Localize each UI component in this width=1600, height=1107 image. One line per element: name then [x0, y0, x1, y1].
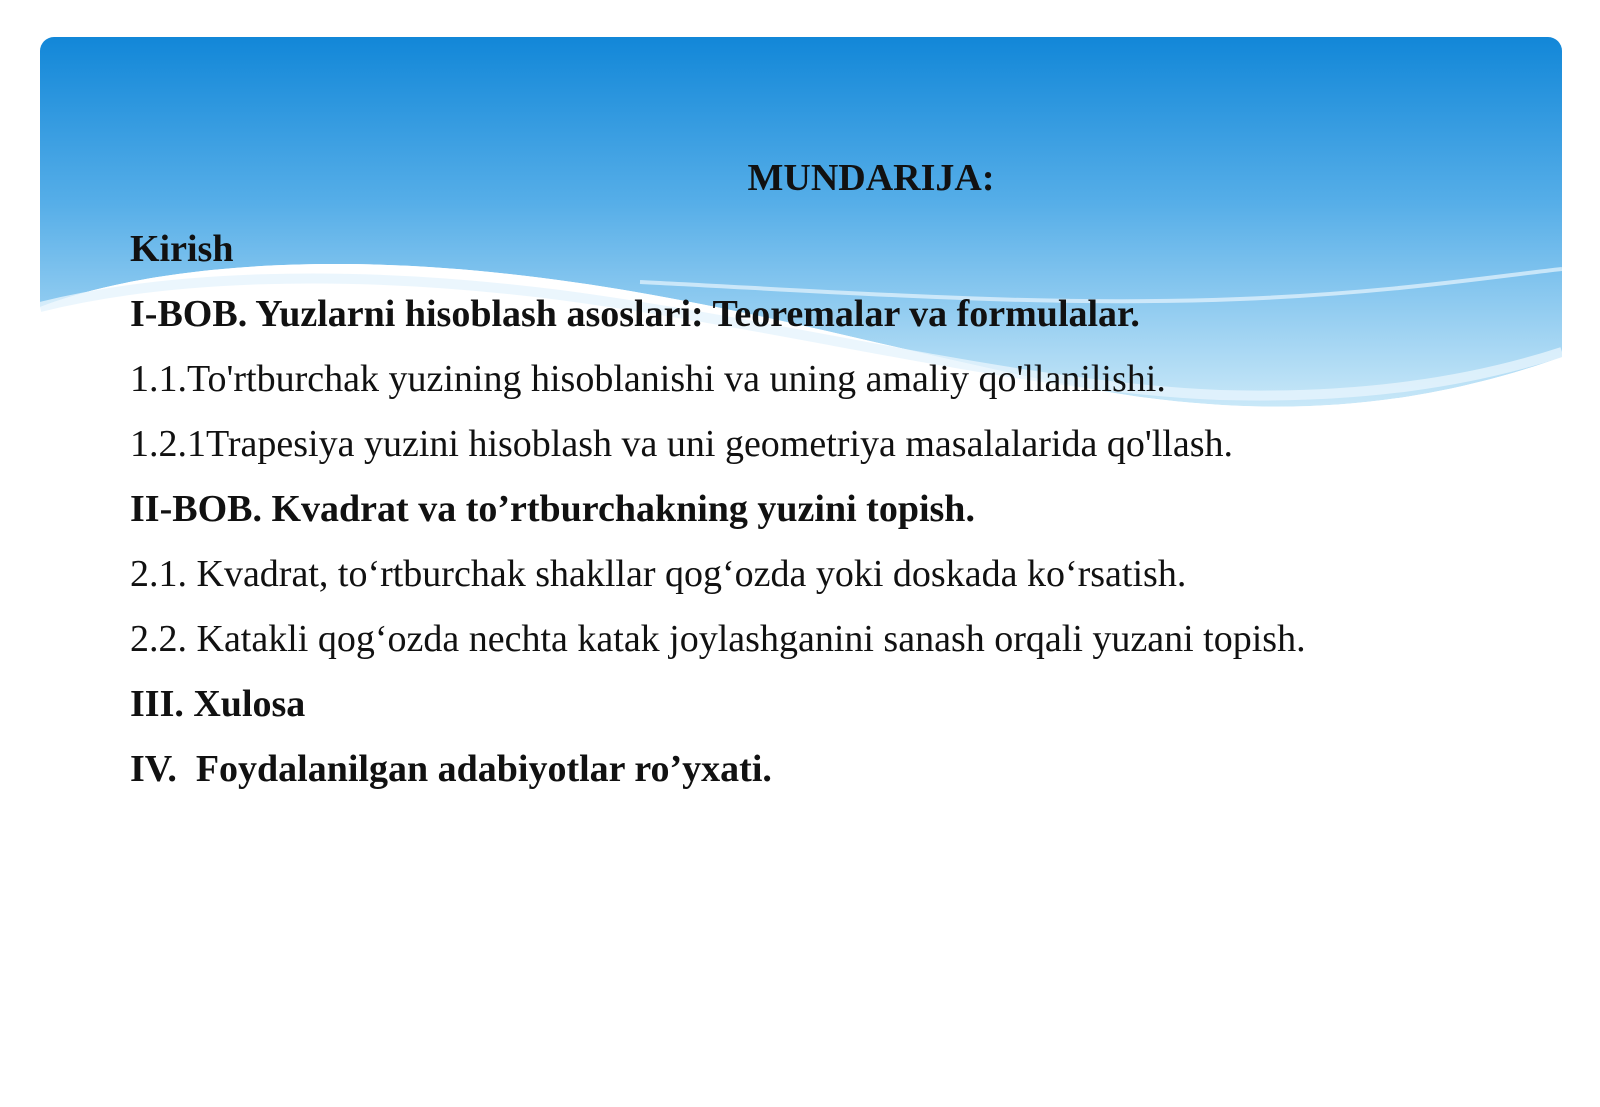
toc-item-references: IV. Foydalanilgan adabiyotlar ro’yxati.: [130, 748, 772, 790]
toc-item-section-1-1: 1.1.To'rtburchak yuzining hisoblanishi va uning amaliy qo'llanilishi.: [130, 358, 1166, 400]
toc-title: MUNDARIJA:: [747, 157, 995, 199]
toc-list: [130, 217, 1306, 802]
toc-item-section-2-1: 2.1. Kvadrat, to‘rtburchak shakllar qog‘ozda yoki doskada ko‘rsatish.: [130, 553, 1187, 595]
toc-item-chapter-2: II-BOB. Kvadrat va to’rtburchakning yuzini topish.: [130, 488, 975, 530]
toc-item-section-1-2-1: 1.2.1Trapesiya yuzini hisoblash va uni geometriya masalalarida qo'llash.: [130, 423, 1233, 465]
toc-item-introduction: Kirish: [130, 228, 234, 270]
toc-item-conclusion: III. Xulosa: [130, 683, 306, 725]
toc-item-section-2-2: 2.2. Katakli qog‘ozda nechta katak joylashganini sanash orqali yuzani topish.: [130, 618, 1306, 660]
slide-content: [40, 37, 1562, 1107]
slide: [40, 37, 1562, 1107]
toc-item-chapter-1: I-BOB. Yuzlarni hisoblash asoslari: Teoremalar va formulalar.: [130, 293, 1140, 335]
